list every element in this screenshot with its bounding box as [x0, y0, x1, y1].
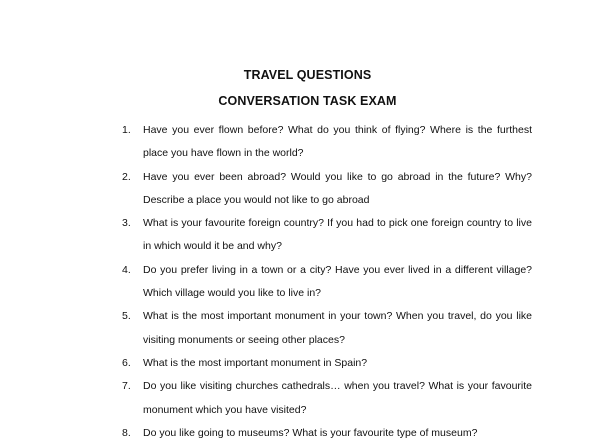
question-item — [122, 375, 532, 422]
question-number: 2. — [122, 170, 131, 183]
question-number: 7. — [122, 380, 131, 393]
question-item — [122, 119, 532, 166]
question-item — [122, 305, 532, 352]
question-text: What is your favourite foreign country? If you had to pick one foreign country to live in which would it be and why? — [143, 217, 532, 253]
question-text: Do you like visiting churches cathedrals… when you travel? What is your favourite monument which you have visited? — [143, 380, 532, 416]
question-number: 1. — [122, 124, 131, 136]
question-item — [122, 166, 532, 213]
document-subtitle: CONVERSATION TASK EXAM — [218, 94, 397, 108]
question-item — [122, 422, 532, 445]
question-item — [122, 212, 532, 259]
question-text: What is the most important monument in your town? When you travel, do you like visiting monuments or seeing other places? — [143, 310, 532, 346]
question-item — [122, 352, 532, 375]
question-item — [122, 259, 532, 306]
question-text: Do you like going to museums? What is your favourite type of museum? — [143, 426, 478, 439]
question-text: Have you ever been abroad? Would you like to go abroad in the future? Why? Describe a place you would not like to go abroad — [143, 170, 532, 206]
question-number: 3. — [122, 217, 131, 230]
document-title: TRAVEL QUESTIONS — [243, 68, 372, 82]
question-number: 4. — [122, 263, 131, 276]
question-number: 8. — [122, 426, 131, 439]
question-list — [122, 119, 532, 445]
question-number: 6. — [122, 356, 131, 369]
question-text: What is the most important monument in Spain? — [143, 356, 368, 369]
question-text: Do you prefer living in a town or a city? Have you ever lived in a different village? Which village would you like to live in? — [143, 263, 532, 300]
question-number: 5. — [122, 310, 131, 323]
question-text: Have you ever flown before? What do you think of flying? Where is the furthest place you have flown in the world? — [143, 124, 532, 160]
